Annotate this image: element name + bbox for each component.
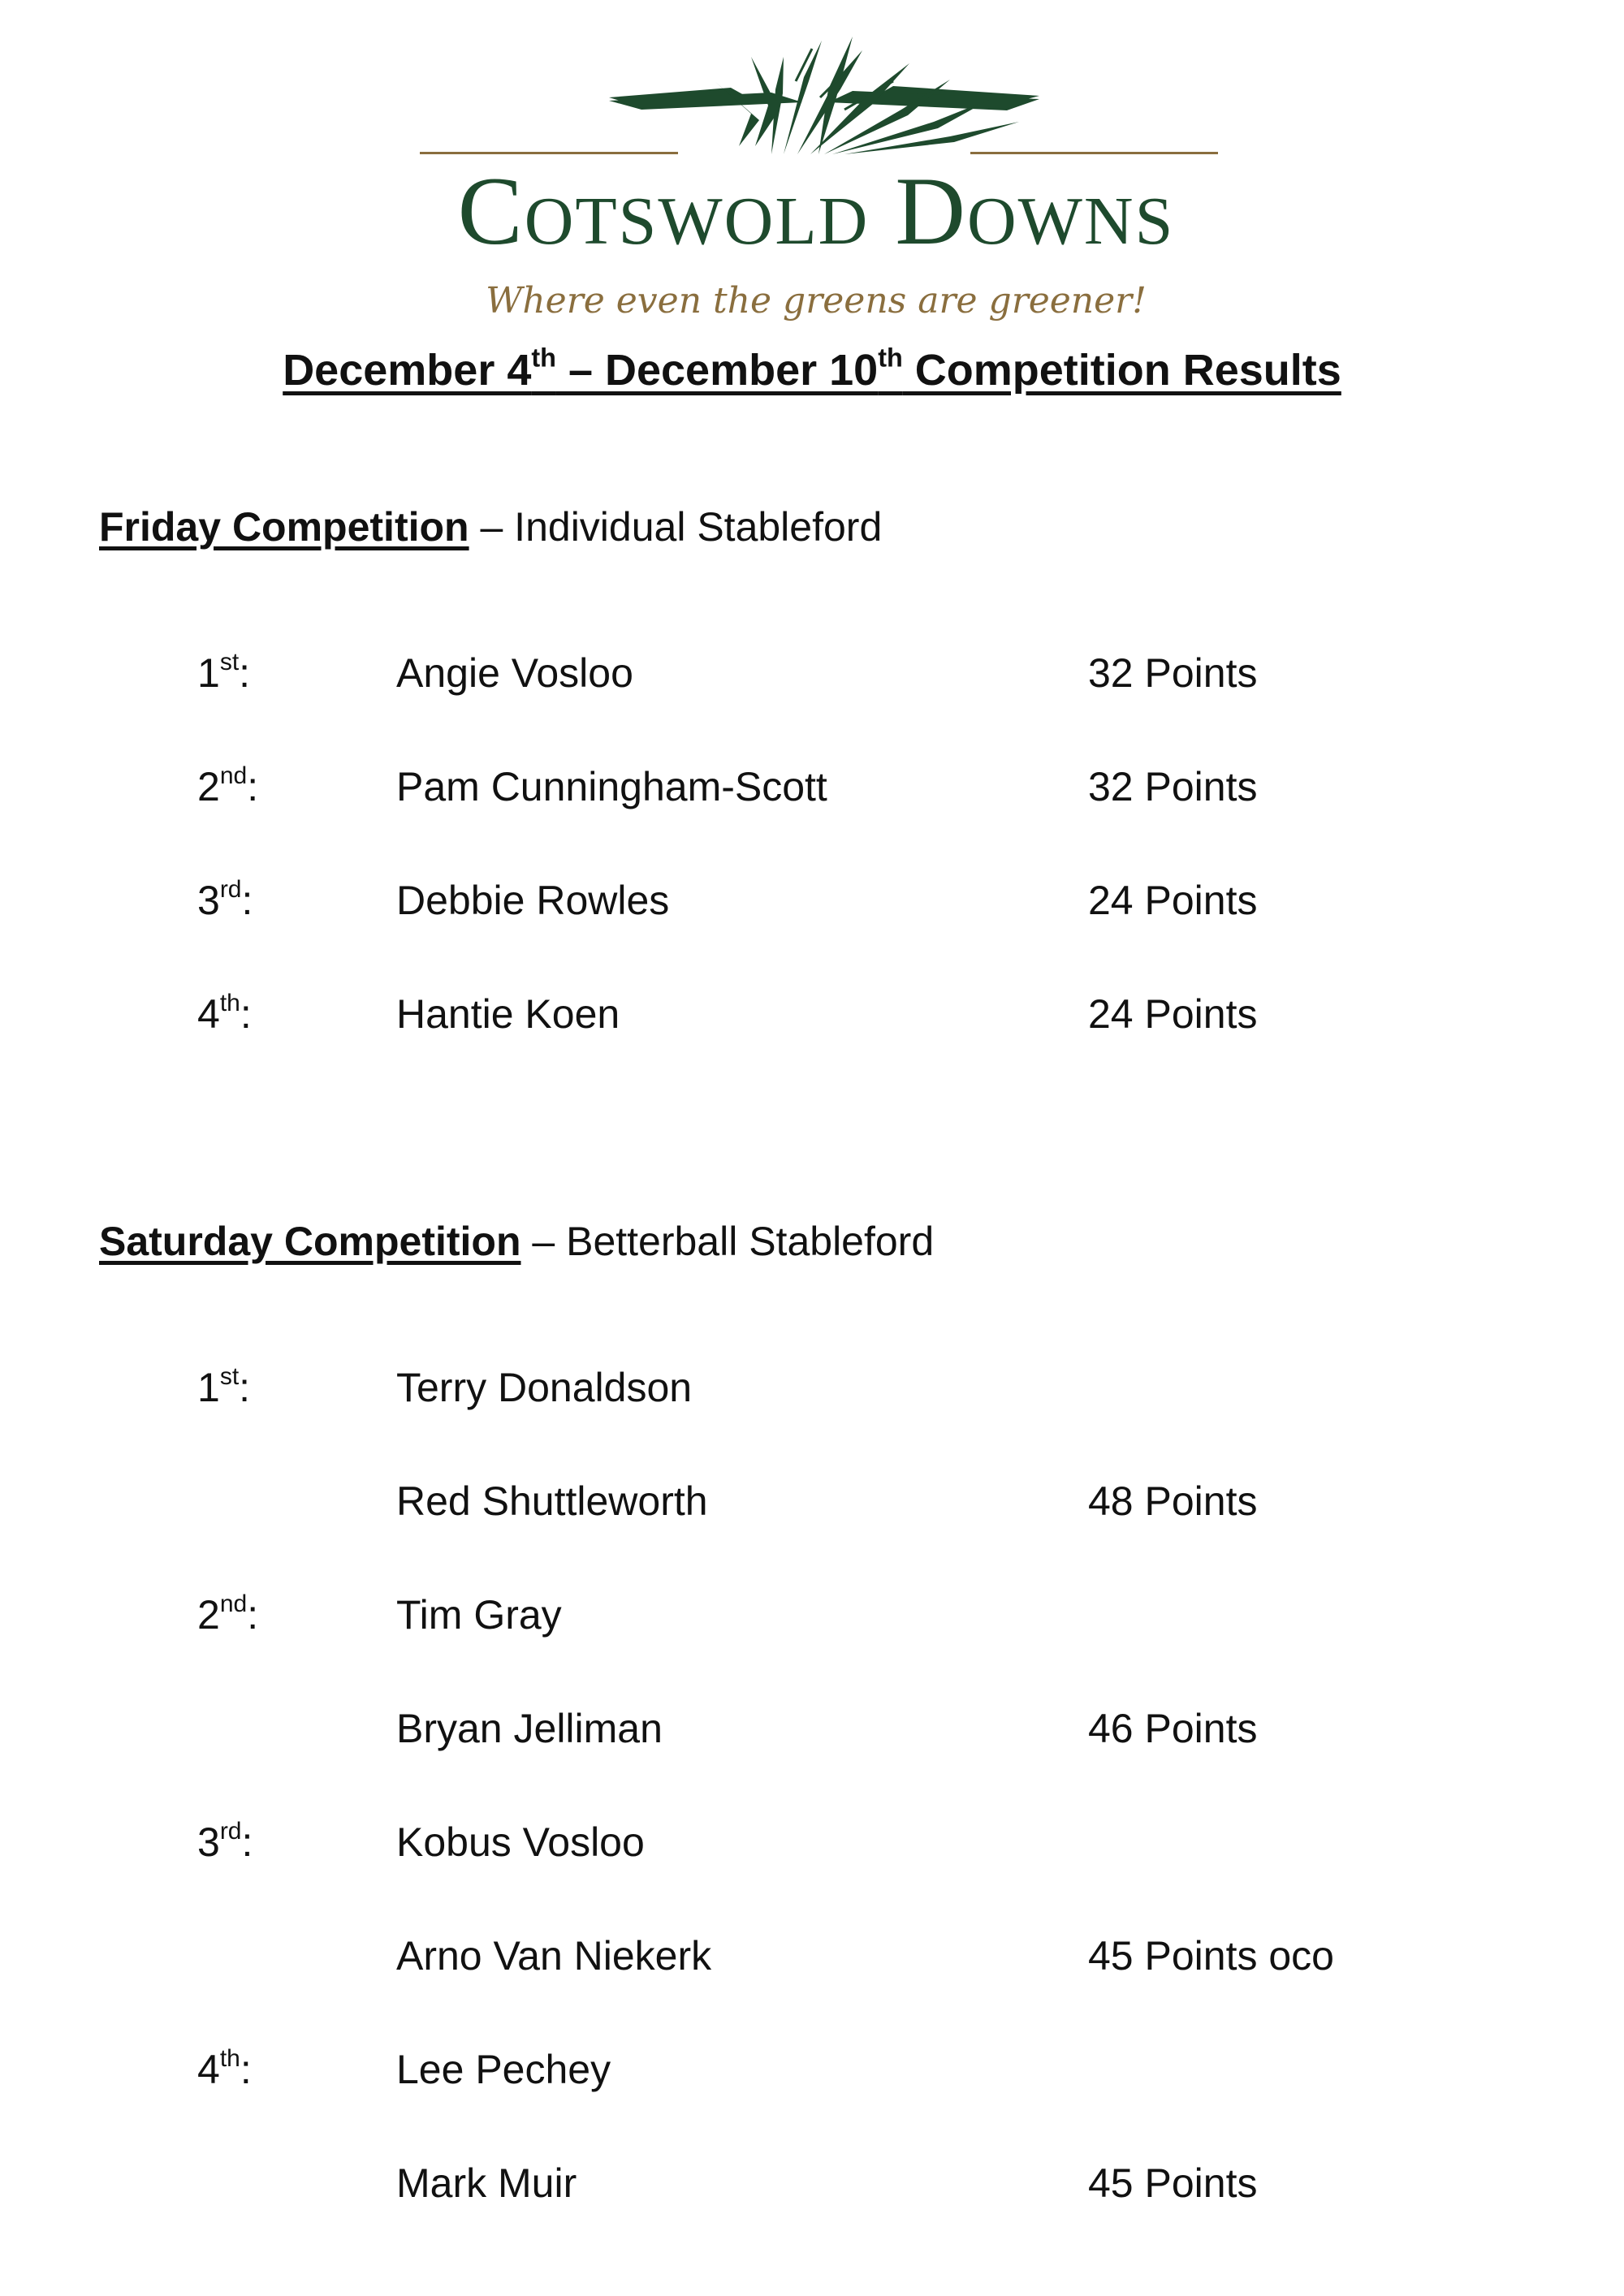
result-row xyxy=(0,1364,1624,1421)
placing xyxy=(197,877,253,924)
placing-number: 4 xyxy=(197,991,220,1037)
placing-number: 2 xyxy=(197,764,220,809)
brand-name: Cotswold Downs xyxy=(457,157,1175,265)
placing-suffix: nd xyxy=(219,1590,248,1617)
result-row xyxy=(0,1591,1624,1648)
points-score: 45 Points oco xyxy=(1088,1933,1334,1979)
player-name: Red Shuttleworth xyxy=(396,1478,708,1524)
brand-tagline: Where even the greens are greener! xyxy=(486,280,1147,322)
player-name: Bryan Jelliman xyxy=(396,1706,663,1751)
player-name: Kobus Vosloo xyxy=(396,1819,645,1865)
title-part-1: December 4 xyxy=(283,346,532,395)
points-score: 48 Points xyxy=(1088,1478,1258,1524)
points-score: 32 Points xyxy=(1088,764,1258,809)
placing-colon: : xyxy=(241,878,253,923)
result-row xyxy=(0,1932,1624,1989)
player-name: Terry Donaldson xyxy=(396,1365,693,1410)
player-name: Pam Cunningham-Scott xyxy=(396,764,827,809)
result-row xyxy=(0,2046,1624,2103)
saturday-format: – Betterball Stableford xyxy=(532,1219,935,1264)
result-row xyxy=(0,2160,1624,2216)
placing xyxy=(197,1364,250,1411)
result-row xyxy=(0,650,1624,706)
result-row xyxy=(0,763,1624,820)
placing-suffix: th xyxy=(219,2045,240,2072)
placing-colon: : xyxy=(247,764,259,809)
placing xyxy=(197,1591,258,1638)
cotswold-downs-logo xyxy=(410,32,1222,322)
grass-leaves-icon xyxy=(609,32,1039,166)
player-name: Angie Vosloo xyxy=(396,650,633,696)
friday-section-heading xyxy=(99,503,882,550)
placing xyxy=(197,763,258,810)
result-row xyxy=(0,990,1624,1047)
title-superscript-2: th xyxy=(878,343,903,373)
placing-colon: : xyxy=(240,2047,252,2092)
player-name: Mark Muir xyxy=(396,2160,577,2206)
logo-rule-right xyxy=(970,152,1218,154)
placing xyxy=(197,650,250,697)
logo-rule-left xyxy=(420,152,678,154)
saturday-label: Saturday Competition xyxy=(99,1219,521,1264)
friday-label: Friday Competition xyxy=(99,504,469,550)
placing-suffix: st xyxy=(219,1363,240,1390)
player-name: Arno Van Niekerk xyxy=(396,1933,712,1979)
placing-suffix: rd xyxy=(219,1818,242,1845)
points-score: 46 Points xyxy=(1088,1706,1258,1751)
placing xyxy=(197,1819,253,1866)
points-score: 24 Points xyxy=(1088,991,1258,1037)
player-name: Debbie Rowles xyxy=(396,878,670,923)
result-row xyxy=(0,1705,1624,1762)
placing-suffix: th xyxy=(219,990,240,1016)
placing-suffix: nd xyxy=(219,762,248,789)
points-score: 45 Points xyxy=(1088,2160,1258,2206)
placing xyxy=(197,2046,252,2093)
placing-number: 1 xyxy=(197,1365,220,1410)
result-row xyxy=(0,1819,1624,1875)
player-name: Tim Gray xyxy=(396,1592,562,1638)
placing-number: 1 xyxy=(197,650,220,696)
player-name: Lee Pechey xyxy=(396,2047,611,2092)
placing-number: 3 xyxy=(197,878,220,923)
saturday-section-heading xyxy=(99,1218,934,1265)
placing-colon: : xyxy=(241,1819,253,1865)
placing-colon: : xyxy=(239,650,251,696)
placing-colon: : xyxy=(247,1592,259,1638)
friday-format: – Individual Stableford xyxy=(480,504,883,550)
result-row xyxy=(0,1478,1624,1534)
placing-number: 3 xyxy=(197,1819,220,1865)
points-score: 32 Points xyxy=(1088,650,1258,696)
title-part-2: – December 10 xyxy=(555,346,879,395)
placing-colon: : xyxy=(239,1365,251,1410)
title-superscript-1: th xyxy=(531,343,556,373)
placing xyxy=(197,990,252,1038)
placing-suffix: st xyxy=(219,649,240,675)
placing-suffix: rd xyxy=(219,876,242,903)
points-score: 24 Points xyxy=(1088,878,1258,923)
page-title xyxy=(0,345,1624,395)
player-name: Hantie Koen xyxy=(396,991,620,1037)
title-part-3: Competition Results xyxy=(902,346,1341,395)
result-row xyxy=(0,877,1624,934)
placing-number: 4 xyxy=(197,2047,220,2092)
placing-colon: : xyxy=(240,991,252,1037)
placing-number: 2 xyxy=(197,1592,220,1638)
